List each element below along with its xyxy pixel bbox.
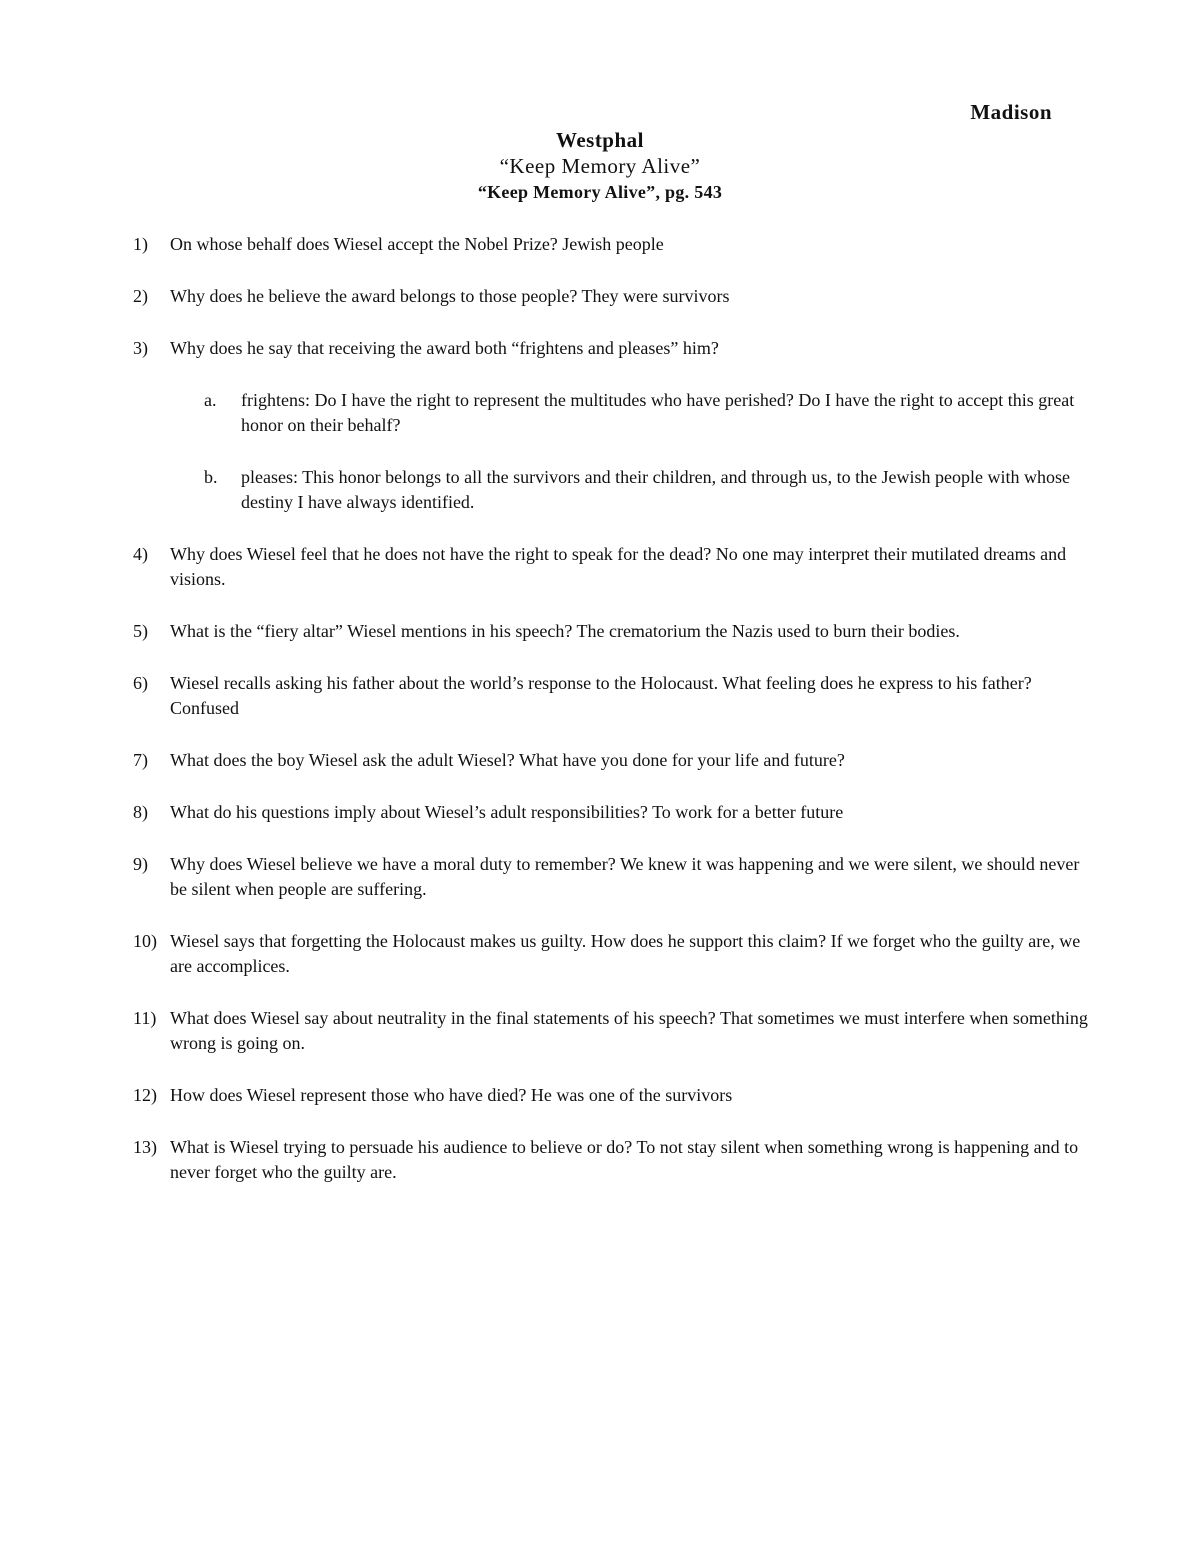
question-text: Why does he believe the award belongs to those people? They were survivors (170, 286, 730, 306)
question-text: How does Wiesel represent those who have died? He was one of the survivors (170, 1085, 733, 1105)
question-number: 3) (133, 338, 148, 358)
question-number: 8) (133, 802, 148, 822)
question-number: 5) (133, 621, 148, 641)
sub-answer-list (204, 388, 1098, 515)
question-text: What is Wiesel trying to persuade his audience to believe or do? To not stay silent when something wrong is happening and to never forget who the guilty are. (170, 1137, 1079, 1182)
question-text: Wiesel says that forgetting the Holocaust makes us guilty. How does he support this claim? If we forget who the guilty are, we are accomplices. (170, 931, 1081, 976)
question-text: What does the boy Wiesel ask the adult Wiesel? What have you done for your life and future? (170, 750, 845, 770)
question-item (133, 336, 1098, 515)
teacher-name: Westphal (555, 128, 645, 152)
question-item (133, 284, 1098, 309)
question-item (133, 800, 1098, 825)
question-number: 1) (133, 234, 148, 254)
question-text: Wiesel recalls asking his father about the world’s response to the Holocaust. What feeling does he express to his father? Confused (170, 673, 1032, 718)
assignment-subtitle: “Keep Memory Alive”, pg. 543 (477, 182, 723, 202)
question-text: What does Wiesel say about neutrality in the final statements of his speech? That sometimes we must interfere when something wrong is going on. (170, 1008, 1088, 1053)
question-text: On whose behalf does Wiesel accept the Nobel Prize? Jewish people (170, 234, 664, 254)
question-item (133, 1135, 1098, 1185)
question-number: 7) (133, 750, 148, 770)
question-item (133, 852, 1098, 902)
sub-answer-text: pleases: This honor belongs to all the survivors and their children, and through us, to the Jewish people with whose destiny I have always identified. (241, 467, 1071, 512)
question-item (133, 1006, 1098, 1056)
student-name: Madison (970, 100, 1052, 124)
question-number: 10) (133, 931, 157, 951)
question-item (133, 671, 1098, 721)
question-item (133, 929, 1098, 979)
question-number: 4) (133, 544, 148, 564)
question-number: 6) (133, 673, 148, 693)
question-item (133, 748, 1098, 773)
question-text: Why does Wiesel feel that he does not have the right to speak for the dead? No one may interpret their mutilated dreams and visions. (170, 544, 1067, 589)
sub-answer-letter: b. (204, 467, 218, 487)
sub-answer-item (204, 388, 1098, 438)
question-number: 12) (133, 1085, 157, 1105)
question-text: What is the “fiery altar” Wiesel mentions in his speech? The crematorium the Nazis used to burn their bodies. (170, 621, 960, 641)
question-number: 11) (133, 1008, 157, 1028)
question-number: 9) (133, 854, 148, 874)
assignment-title: “Keep Memory Alive” (499, 154, 701, 178)
question-text: What do his questions imply about Wiesel’s adult responsibilities? To work for a better future (170, 802, 844, 822)
sub-answer-letter: a. (204, 390, 217, 410)
question-item (133, 1083, 1098, 1108)
question-list (133, 232, 1098, 1212)
question-text: Why does Wiesel believe we have a moral duty to remember? We knew it was happening and we were silent, we should never be silent when people are suffering. (170, 854, 1080, 899)
question-item (133, 619, 1098, 644)
question-item (133, 542, 1098, 592)
question-number: 13) (133, 1137, 157, 1157)
question-number: 2) (133, 286, 148, 306)
question-text: Why does he say that receiving the award both “frightens and pleases” him? (170, 338, 719, 358)
sub-answer-item (204, 465, 1098, 515)
sub-answer-text: frightens: Do I have the right to represent the multitudes who have perished? Do I have the right to accept this great honor on their behalf? (241, 390, 1075, 435)
question-item (133, 232, 1098, 257)
